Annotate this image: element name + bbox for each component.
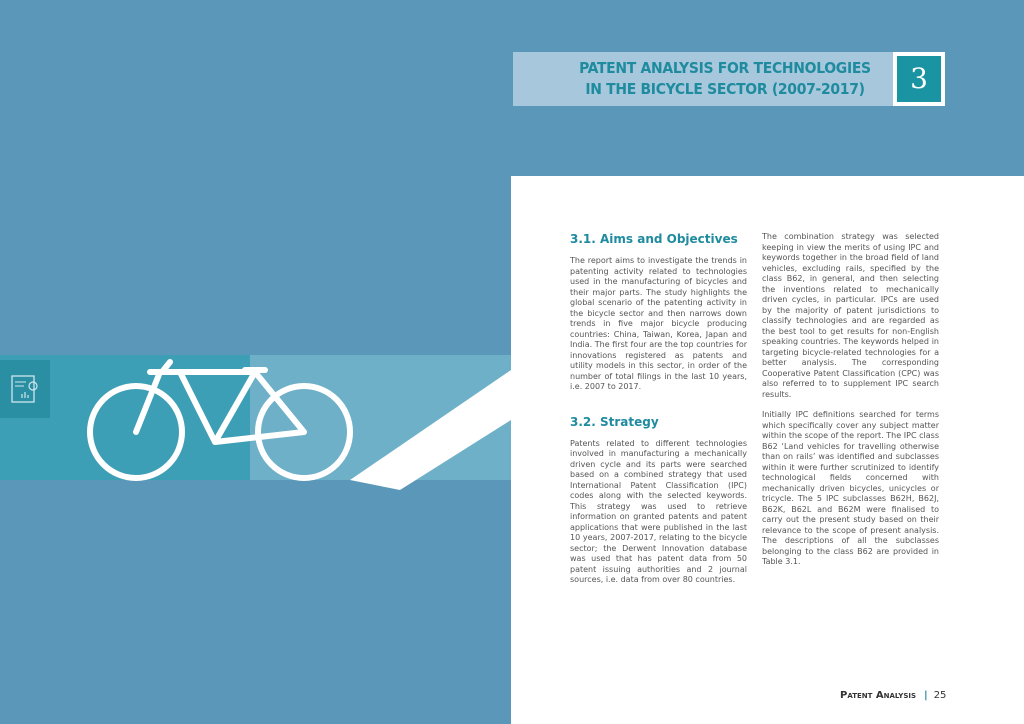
text-column-1 xyxy=(570,232,747,586)
text-column-2 xyxy=(762,232,939,568)
left-page xyxy=(0,0,511,724)
aims-paragraph: The report aims to investigate the trends in patenting activity related to technologies used in the manufacturing of bicycles and their major parts. The study highlights the global scenario of the patenting activity in the bicycle sector and then narrows down trends in five major bicycle producing countries: China, Taiwan, Korea, Japan and India. The first four are the top countries for innovations registered as patents and utility models in this sector, in order of the number of total filings in the last 10 years, i.e. 2007 to 2017. xyxy=(570,256,747,391)
chapter-title xyxy=(560,58,890,100)
chapter-number: 3 xyxy=(897,56,941,102)
footer-separator: | xyxy=(924,690,928,701)
page-footer xyxy=(840,690,946,701)
strategy-paragraph: Patents related to different technologies involved in manufacturing a mechanically driven cycle and its parts were searched based on a combined strategy that used International Patent Classification (IPC) codes along with the selected keywords. This strategy was used to retrieve information on granted patents and patent applications that were published in the last 10 years, 2007-2017, relating to the bicycle sector; the Derwent Innovation database was used that has patent data from 50 patent issuing authorities and 2 journal sources, i.e. data from over 80 countries. xyxy=(570,438,747,584)
chapter-title-line1: PATENT ANALYSIS FOR TECHNOLOGIES xyxy=(579,59,871,77)
page-number: 25 xyxy=(933,690,947,701)
section-heading-strategy: 3.2. Strategy xyxy=(570,414,659,429)
patent-chart-icon xyxy=(0,360,50,418)
bicycle-icon xyxy=(80,350,511,510)
chapter-title-line2: IN THE BICYCLE SECTOR (2007-2017) xyxy=(585,80,865,98)
combination-paragraph: The combination strategy was selected keeping in view the merits of using IPC and keywords together in the broad field of land vehicles, excluding rails, specified by the class B62, in general, and then selecting the inventions related to mechanically driven cycles, in particular. IPCs are used by the majority of patent jurisdictions to classify technologies and are regarded as the best tool to get results for non-English speaking countries. The keywords helped in targeting bicycle-related technologies for a better analysis. The corresponding Cooperative Patent Classification (CPC) was also referred to to supplement IPC search results. xyxy=(762,232,939,399)
section-heading-aims: 3.1. Aims and Objectives xyxy=(570,232,738,246)
icon-box xyxy=(0,360,50,418)
ipc-paragraph: Initially IPC definitions searched for terms which specifically cover any subject matter within the scope of the report. The IPC class B62 ‘Land vehicles for travelling otherwise than on rails’ was identified and subclasses within it were further scrutinized to identify technological fields concerned with mechanically driven bicycles, unicycles or tricycle. The 5 IPC subclasses B62H, B62J, B62K, B62L and B62M were finalised to carry out the present study based on their relevance to the scope of present analysis. The descriptions of all the subclasses belonging to the class B62 are provided in Table 3.1. xyxy=(762,410,939,566)
footer-label: Patent Analysis xyxy=(840,690,917,701)
